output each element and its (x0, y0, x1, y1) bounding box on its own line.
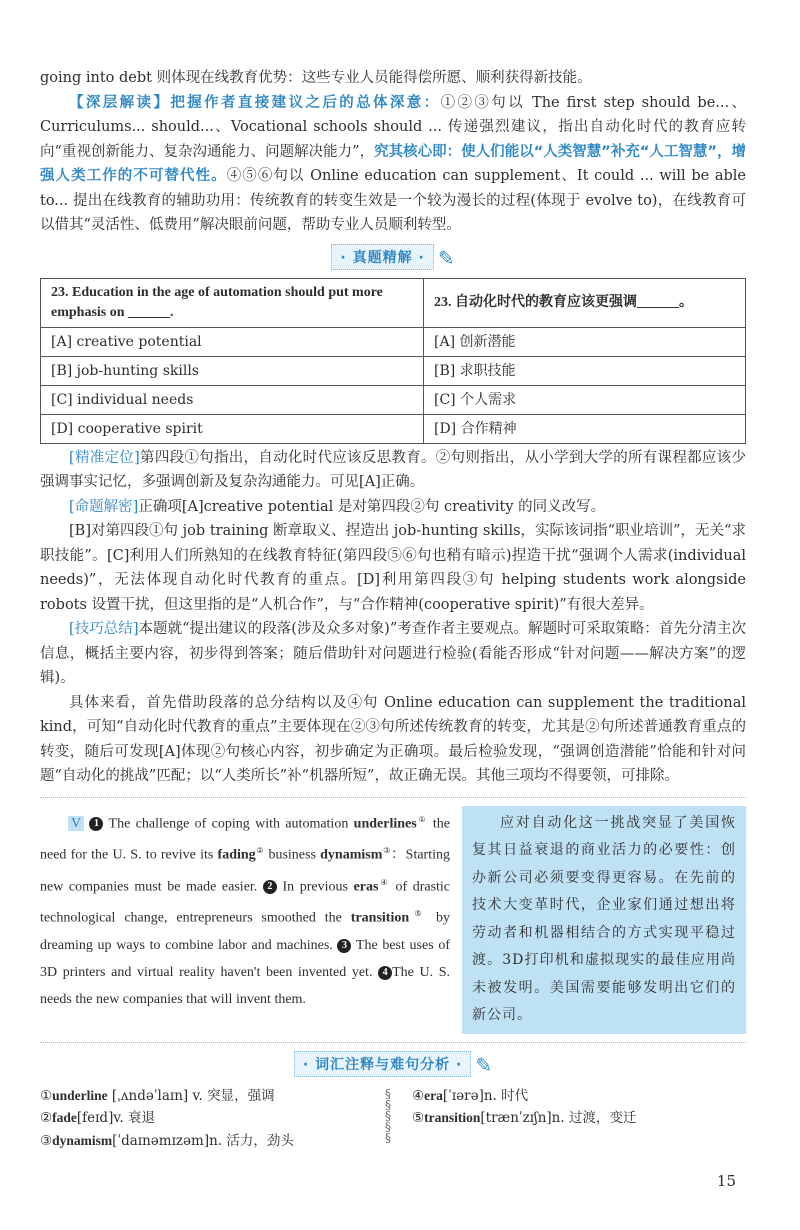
section-title-vocab (40, 1051, 746, 1077)
option-cn: [A] 创新潜能 (424, 327, 746, 356)
option-cn: [C] 个人需求 (424, 385, 746, 414)
decode-paragraph (40, 495, 746, 520)
vocab-num: ① (40, 1087, 53, 1104)
passage-paragraph (40, 806, 450, 1014)
vocab-word: dynamism (52, 1132, 113, 1148)
vocab-item (40, 1085, 385, 1108)
vocab-word: eras (353, 879, 379, 895)
passage-text: The challenge of coping with automation (103, 816, 354, 832)
option-en: [D] cooperative spirit (41, 414, 424, 443)
deep-reading-heading: 把握作者直接建议之后的总体深意： (170, 94, 441, 111)
locate-text: 第四段①句指出，自动化时代应该反思教育。②句则指出，从小学到大学的所有课程都应该少强调事实记忆，多强调创新及复杂沟通能力。可见[A]正确。 (40, 449, 746, 490)
footnote-mark: ③ (382, 846, 391, 856)
section-title-exam (40, 244, 746, 270)
translation-text: 应对自动化这一挑战突显了美国恢复其日益衰退的商业活力的必要性：创办新公司必须要变得更容易。在先前的技术大变革时代，企业家们通过想出将劳动者和机器相结合的方式实现平稳过渡。3D打印机和虚拟现实的最佳应用尚未被发明。美国需要能够发明出它们的新公司。 (472, 814, 736, 1023)
passage-text: ：Starting new companies must be made easier. (40, 847, 450, 895)
vocab-phonetic: [trænˈzɪʃn] (480, 1110, 552, 1126)
footnote-mark: ② (255, 846, 265, 856)
distractor-paragraph: [B]对第四段①句 job training 断章取义、捏造出 job-hunting skills，实际该词指“职业培训”，无关“求职技能”。[C]利用人们所熟知的在线教育特征(第四段⑤⑥句也稍有暗示)捏造干扰“强调个人需求(individual needs)”，无法体现自动化时代教育的重点。[D]利用第四段③句 helping students work alongside robots 设置干扰，但这里指的是“人机合作”，与“合作精神(cooperative spirit)”有很大差异。 (40, 523, 746, 613)
page-number: 15 (716, 1172, 736, 1190)
decode-label: [命题解密] (69, 498, 139, 515)
passage-text: business (264, 847, 321, 863)
footnote-mark: ① (416, 814, 428, 824)
vocab-item (412, 1107, 746, 1130)
option-en: [B] job-hunting skills (41, 356, 424, 385)
intro-line: going into debt 则体现在线教育优势：这些专业人员能得偿所愿、顺利获得新技能。 (40, 70, 592, 86)
vocab-num: ③ (40, 1132, 53, 1149)
pen-icon: ✎ (437, 245, 455, 270)
question-table (40, 278, 746, 444)
vocab-num: ④ (412, 1087, 425, 1104)
tips-paragraph (40, 617, 746, 691)
vocab-def: n. 过渡，变迁 (551, 1110, 637, 1126)
divider (40, 797, 746, 798)
option-row (41, 414, 746, 443)
passage-text: by dreaming up ways to combine labor and machines. (40, 911, 451, 954)
sentence-number: 2 (263, 880, 277, 894)
locate-paragraph (40, 446, 746, 495)
deep-reading-text-2: ④⑤⑥句以 Online education can supplement、It could ... will be able to... 提出在线教育的辅助功用：传统教育的转变生效是一个较为漫长的过程(体现于 evolve to)，在线教育可以借其“灵活性、低费用”解决眼前问题，帮助专业人员顺利转型。 (40, 168, 747, 233)
vocab-def: n. 时代 (483, 1087, 529, 1104)
vocab-word: transition (424, 1110, 481, 1125)
vocab-word: transition (350, 911, 410, 927)
sentence-number: 4 (378, 966, 392, 980)
vocab-phonetic: [feɪd] (76, 1110, 114, 1126)
deep-reading-label: 【深层解读】 (69, 94, 171, 111)
sentence-number: 3 (337, 939, 351, 953)
analysis-section (40, 446, 746, 789)
vocab-item (412, 1085, 746, 1108)
option-row (41, 356, 746, 385)
section-title-label: · 真题精解 · (331, 244, 433, 270)
vocab-word: dynamism (320, 847, 383, 863)
option-en: [C] individual needs (41, 385, 424, 414)
option-cn: [B] 求职技能 (424, 356, 746, 385)
vocab-phonetic: [ˌʌndəˈlaɪn] (107, 1087, 193, 1104)
vocab-word: underline (52, 1087, 108, 1103)
option-row (41, 385, 746, 414)
vocab-list-right (412, 1085, 746, 1130)
tips-label: [技巧总结] (69, 621, 139, 637)
vocab-num: ② (40, 1110, 53, 1126)
question-cn: 23. 自动化时代的教育应该更强调______。 (424, 278, 746, 327)
footnote-mark: ⑤ (409, 909, 428, 919)
vocab-item (40, 1130, 385, 1153)
vocab-def: n. 活力，劲头 (209, 1132, 294, 1149)
option-en: [A] creative potential (41, 327, 424, 356)
deep-reading-core: 究其核心即：使人们能以“人类智慧”补充“人工智慧”，增强人类工作的不可替代性。 (40, 143, 746, 184)
paragraph-mark: V (68, 816, 84, 831)
detail-paragraph: 具体来看，首先借助段落的总分结构以及④句 Online education can supplement the traditional kind，可知“自动化时代教育的重点”主要体现在②③句所述传统教育的转变，尤其是②句所述普通教育重点的转变，随后可发现[A]体现②句核心内容，初步确定为正确项。最后检验发现，“强调创造潜能”恰能和针对问题“自动化的挑战”匹配；以“人类所长”补“机器所短”，故正确无误。其他三项均不得要领，可排除。 (40, 694, 746, 784)
vocab-num: ⑤ (412, 1110, 425, 1126)
passage-text: The best uses of 3D printers and virtual reality haven't been invented yet. (40, 938, 450, 981)
pen-icon: ✎ (475, 1052, 493, 1077)
locate-label: [精准定位] (69, 449, 140, 466)
question-en: 23. Education in the age of automation should put more emphasis on ______. (41, 278, 424, 327)
vocab-list-left (40, 1085, 385, 1153)
passage-row (40, 806, 746, 1034)
section-title-label: · 词汇注释与难句分析 · (294, 1051, 471, 1077)
vocab-def: v. 衰退 (113, 1110, 155, 1126)
passage-text: the need for the U. S. to revive its (40, 816, 450, 863)
sentence-number: 1 (89, 817, 103, 831)
option-row (41, 327, 746, 356)
decode-text: 正确项[A]creative potential 是对第四段②句 creativity 的同义改写。 (138, 498, 606, 515)
vocab-phonetic: [ˈɪərə] (442, 1087, 484, 1104)
intro-section (40, 66, 746, 238)
vocab-item (40, 1107, 385, 1130)
option-cn: [D] 合作精神 (424, 414, 746, 443)
vocab-word: era (424, 1087, 443, 1103)
wavy-divider: § § § § § (385, 1086, 391, 1145)
passage-text: In previous (276, 879, 354, 895)
question-row (41, 278, 746, 327)
translation-box (462, 806, 746, 1034)
vocab-def: v. 突显，强调 (192, 1087, 275, 1104)
divider (40, 1042, 746, 1043)
vocab-word: fading (217, 847, 256, 863)
vocab-section (40, 1085, 746, 1153)
tips-text: 本题就“提出建议的段落(涉及众多对象)”考查作者主要观点。解题时可采取策略：首先分清主次信息，概括主要内容，初步得到答案；随后借助针对问题进行检验(看能否形成“针对问题——解决方案”的逻辑)。 (40, 621, 746, 686)
vocab-word: fade (52, 1110, 77, 1125)
vocab-phonetic: [ˈdaɪnəmɪzəm] (112, 1132, 210, 1149)
passage-text: of drastic technological change, entrepreneurs smoothed the (40, 879, 451, 927)
deep-reading-text-1: ①②③句以 The first step should be...、Curriculums... should...、Vocational schools should ... 传递强烈建议，指出自动化时代的教育应转向“重视创新能力、复杂沟通能力、问题解决能力”， (40, 94, 746, 160)
deep-reading-paragraph (40, 91, 746, 238)
passage-text: The U. S. needs the new companies that will invent them. (40, 965, 450, 1008)
vocab-word: underlines (353, 816, 417, 832)
footnote-mark: ④ (378, 877, 390, 887)
